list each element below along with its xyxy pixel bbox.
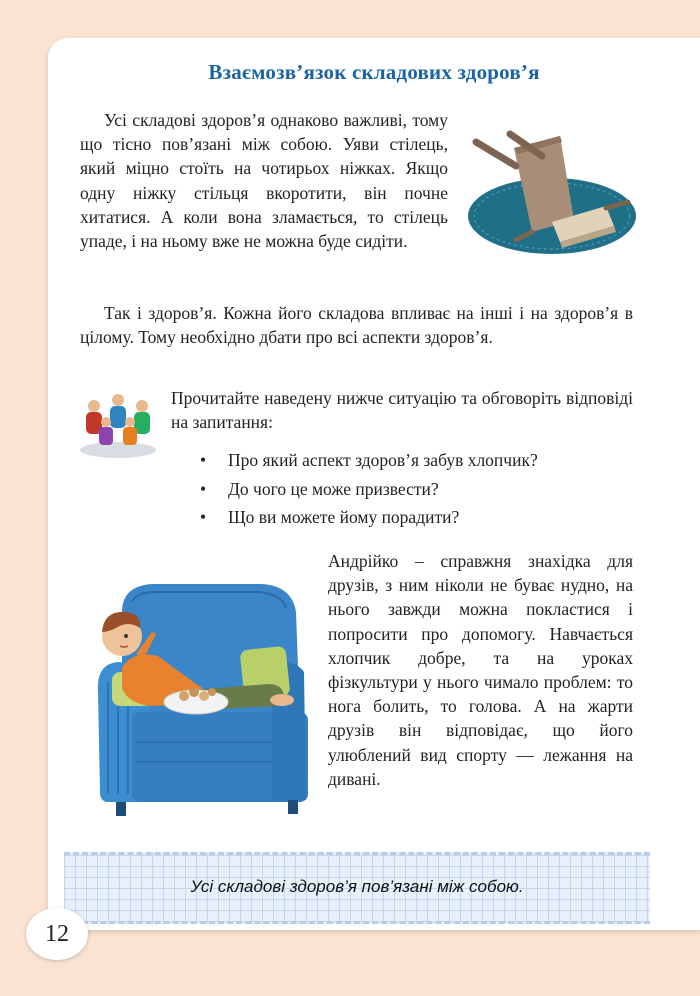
summary-box	[64, 852, 650, 924]
bullet-icon: •	[200, 450, 207, 470]
question-text: Про який аспект здоров’я забув хлопчик?	[228, 450, 538, 470]
list-item	[200, 503, 538, 532]
intro-paragraph: Усі складові здоров’я однаково важливі, тому що тісно пов’язані між собою. Уяви стілець, який міцно стоїть на чотирьох ніжках. Якщо одну ніжку стільця вкоротити, він почне хитатися. А коли вона зламається, то стілець упаде, і на ньому вже не можна буде сидіти.	[80, 110, 448, 252]
list-item	[200, 475, 538, 504]
list-item	[200, 446, 538, 475]
boy-on-sofa-illustration	[92, 572, 314, 822]
bullet-icon: •	[200, 478, 207, 499]
summary-text: Усі складові здоров’я пов’язані між собою.	[190, 877, 524, 896]
group-discussion-icon	[76, 388, 160, 460]
questions-list	[200, 446, 538, 532]
page-number: 12	[26, 908, 88, 960]
question-text: Що ви можете йому порадити?	[228, 507, 460, 527]
explanation-paragraph: Так і здоров’я. Кожна його складова впливає на інші і на здоров’я в цілому. Тому необхідно дбати про всі аспекти здоров’я.	[80, 303, 633, 348]
broken-chair-illustration	[456, 128, 638, 256]
section-title: Взаємозв’язок складових здоров’я	[208, 60, 540, 84]
bullet-icon: •	[200, 507, 207, 527]
task-instruction: Прочитайте наведену нижче ситуацію та обговоріть відповіді на запитання:	[171, 388, 633, 433]
question-text: До чого це може призвести?	[228, 478, 439, 499]
story-paragraph: Андрійко – справжня знахідка для друзів, з ним ніколи не буває нудно, на нього завжди можна покластися і попросити про допомогу. Навчається хлопчик добре, та на уроках фізкультури у нього чимало проблем: то нога болить, то голова. А на жарти друзів він відповідає, що його улюблений вид спорту — лежання на дивані.	[328, 551, 633, 789]
